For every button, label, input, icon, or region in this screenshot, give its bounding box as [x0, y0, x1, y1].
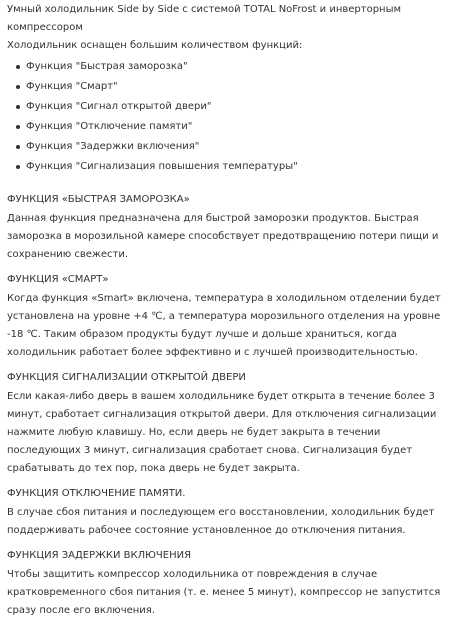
section-text: В случае сбоя питания и последующем его восстановлении, холодильник будет поддерживать рабочее состояние установленное до отключения питания.	[7, 507, 435, 536]
section-start-delay	[7, 546, 458, 620]
bullet-icon	[16, 145, 20, 149]
feature-list-item	[7, 117, 458, 137]
section-smart	[7, 270, 458, 362]
feature-list-item	[7, 157, 458, 177]
feature-label: Функция "Смарт"	[26, 81, 118, 92]
section-heading: ФУНКЦИЯ СИГНАЛИЗАЦИИ ОТКРЫТОЙ ДВЕРИ	[7, 372, 246, 383]
section-text: Данная функция предназначена для быстрой заморозки продуктов. Быстрая заморозка в морозильной камере способствует предотвращению потери пищи и сохранению свежести.	[7, 213, 439, 260]
feature-list-item	[7, 77, 458, 97]
section-heading: ФУНКЦИЯ «СМАРТ»	[7, 274, 109, 285]
section-heading: ФУНКЦИЯ ЗАДЕРЖКИ ВКЛЮЧЕНИЯ	[7, 550, 192, 561]
bullet-icon	[16, 105, 20, 109]
section-door-alarm	[7, 368, 458, 478]
feature-list-item	[7, 57, 458, 77]
section-memory-off	[7, 484, 458, 540]
bullet-icon	[16, 85, 20, 89]
bullet-icon	[16, 125, 20, 129]
bullet-icon	[16, 165, 20, 169]
feature-label: Функция "Сигнализация повышения температуры"	[26, 161, 298, 172]
feature-label: Функция "Задержки включения"	[26, 141, 200, 152]
feature-list	[7, 57, 458, 177]
section-text: Чтобы защитить компрессор холодильника от повреждения в случае кратковременного сбоя питания (т. е. менее 5 минут), компрессор не запустится сразу после его включения.	[7, 569, 441, 616]
feature-label: Функция "Отключение памяти"	[26, 121, 193, 132]
intro-line-2: Холодильник оснащен большим количеством функций:	[7, 40, 303, 51]
intro-line-1: Умный холодильник Side by Side с системой TOTAL NoFrost и инверторным компрессором	[7, 4, 402, 33]
section-heading: ФУНКЦИЯ «БЫСТРАЯ ЗАМОРОЗКА»	[7, 194, 190, 205]
feature-label: Функция "Сигнал открытой двери"	[26, 101, 212, 112]
section-quick-freeze	[7, 190, 458, 264]
intro-text	[7, 0, 447, 55]
section-text: Когда функция «Smart» включена, температура в холодильном отделении будет установлена на уровне +4 ℃, а температура морозильного отделения на уровне -18 ℃. Таким образом продукты будут лучше и дольше храниться, когда холодильник работает более эффективно и с лучшей производительностью.	[7, 293, 441, 358]
feature-list-item	[7, 137, 458, 157]
section-text: Если какая-либо дверь в вашем холодильнике будет открыта в течение более 3 минут, сработает сигнализация открытой двери. Для отключения сигнализации нажмите любую клавишу. Но, если дверь не будет закрыта в течении последующих 3 минут, сигнализация сработает снова. Сигнализация будет срабатывать до тех пор, пока дверь не будет закрыта.	[7, 391, 437, 474]
bullet-icon	[16, 65, 20, 69]
feature-list-item	[7, 97, 458, 117]
section-heading: ФУНКЦИЯ ОТКЛЮЧЕНИЕ ПАМЯТИ.	[7, 488, 186, 499]
feature-label: Функция "Быстрая заморозка"	[26, 61, 188, 72]
